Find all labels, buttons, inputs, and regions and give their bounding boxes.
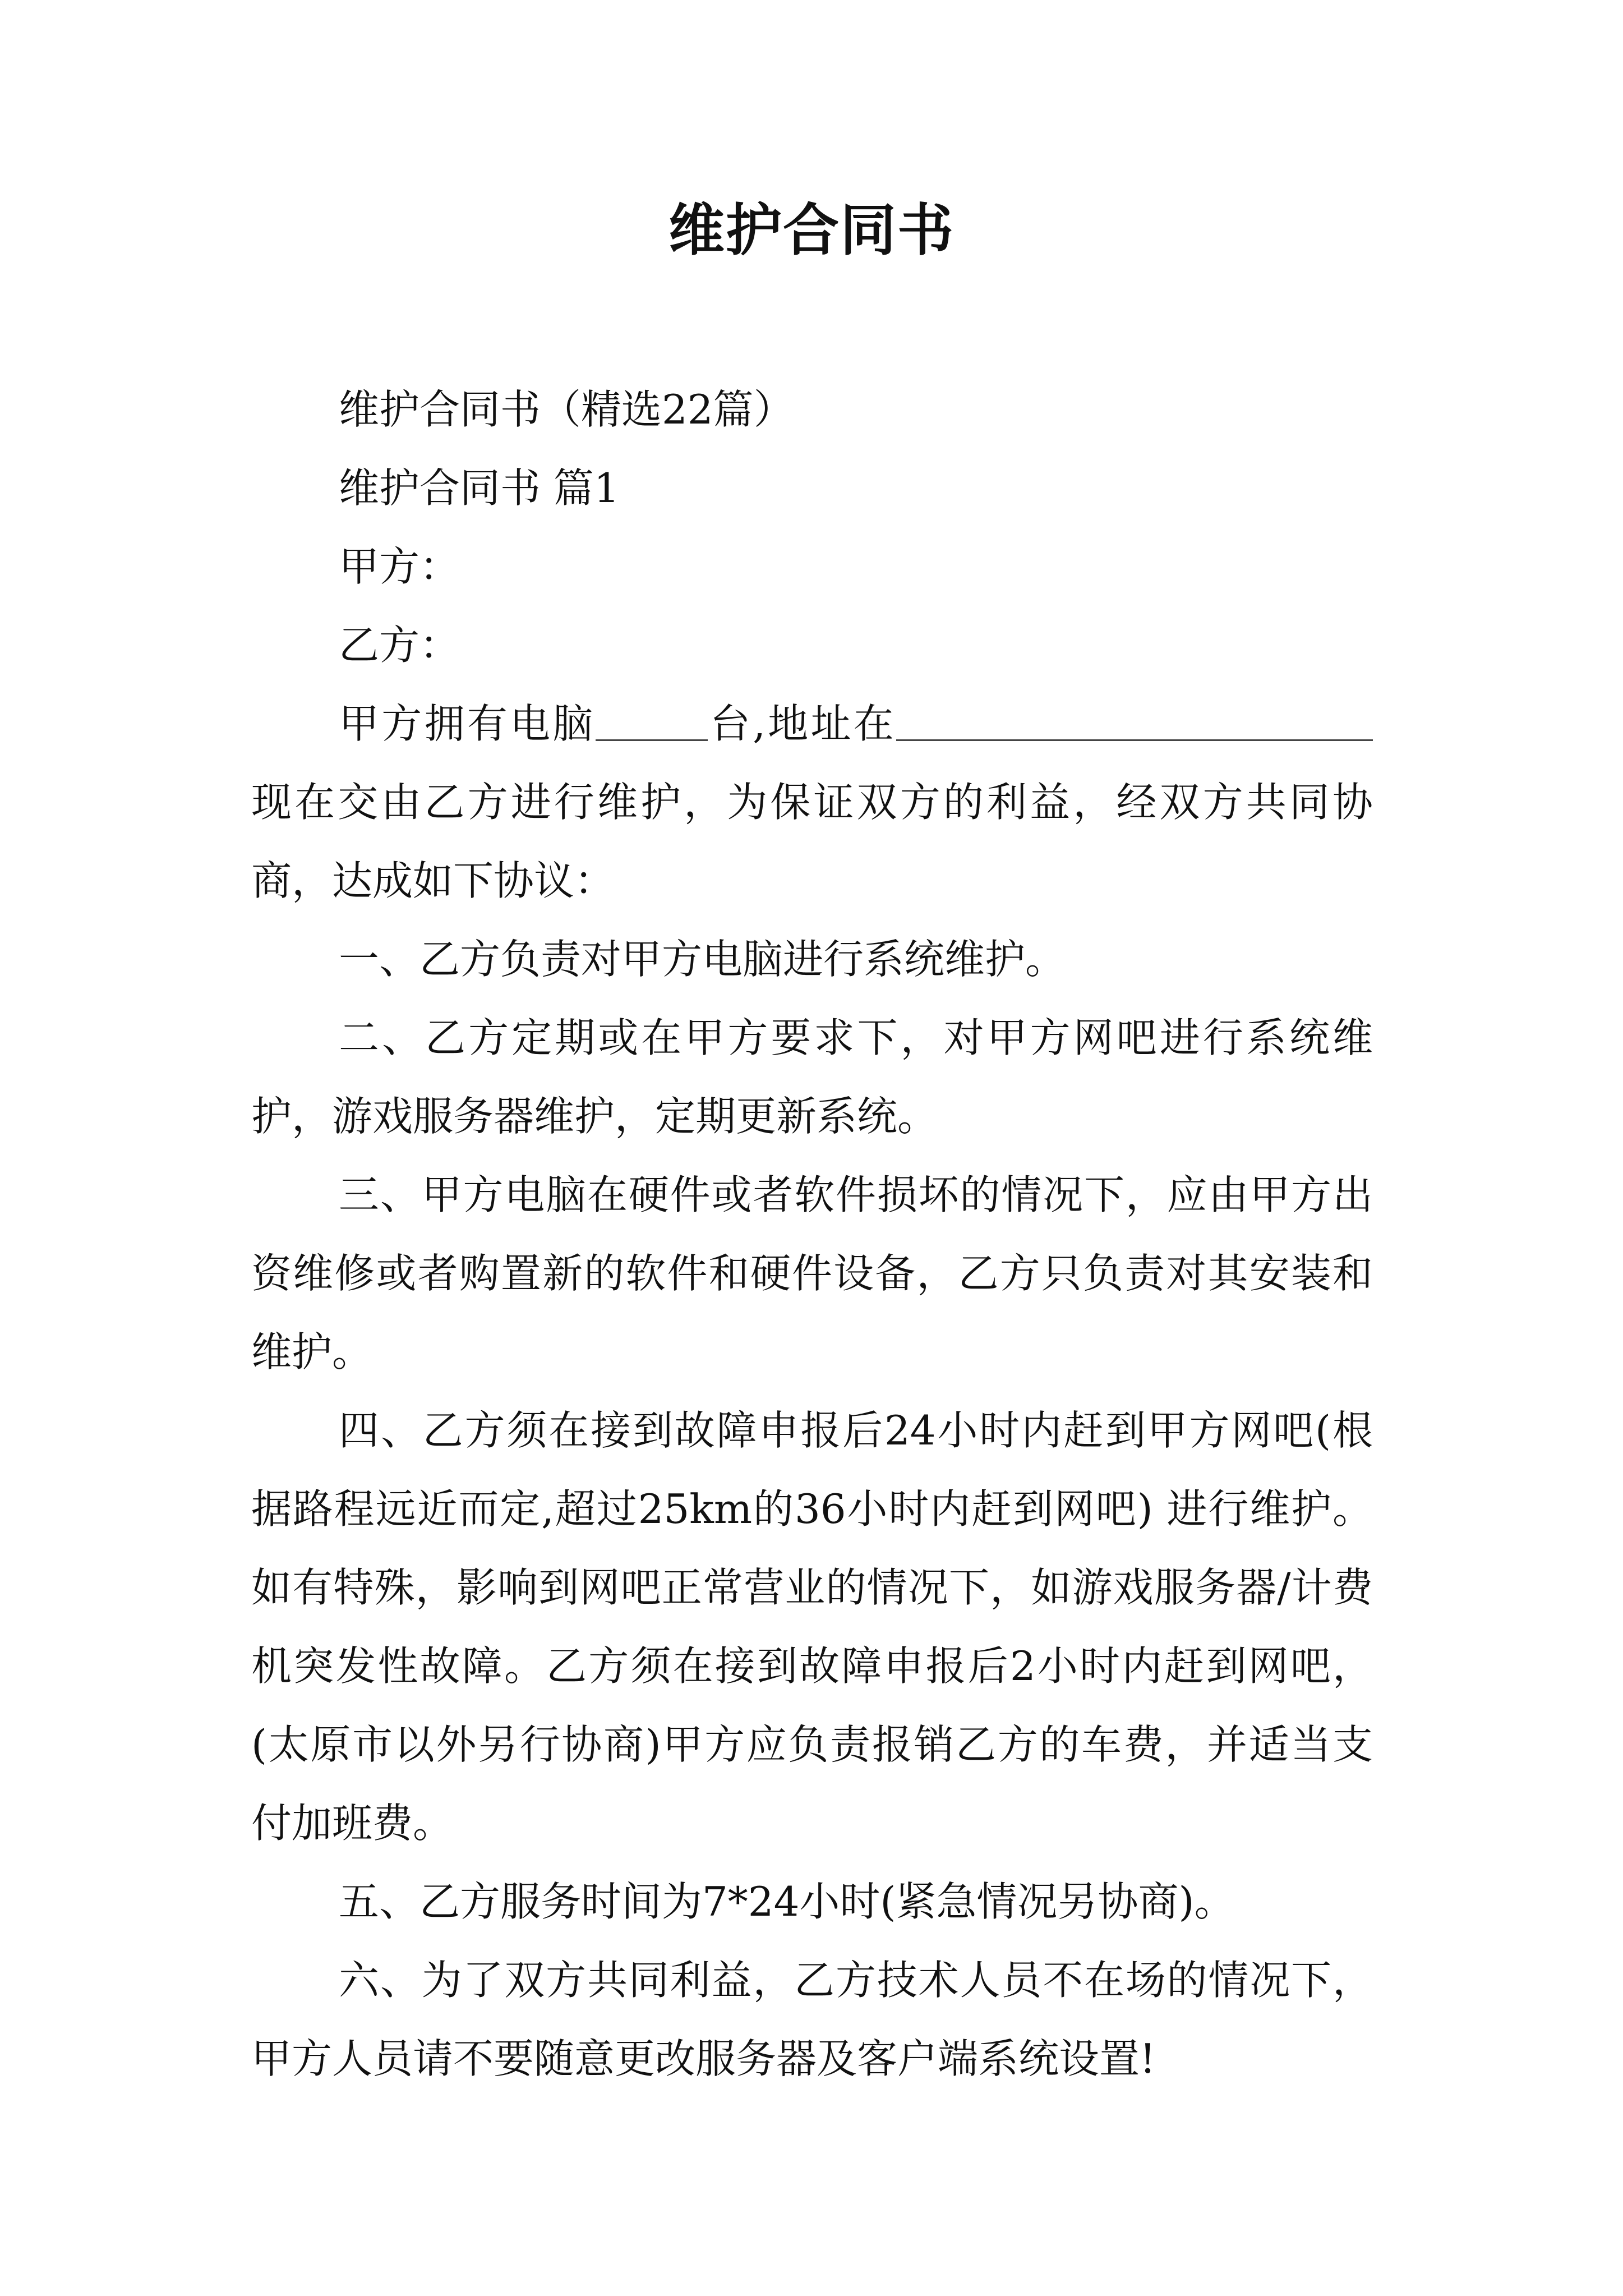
computer-clause-part3: 现在交由乙方进行维护，为保证双方的利益，经双方共同协商，达成如下协议：: [251, 779, 1373, 904]
address-blank: [896, 706, 1373, 741]
clause-2: 二、乙方定期或在甲方要求下，对甲方网吧进行系统维护，游戏服务器维护，定期更新系统。: [251, 1014, 1373, 1140]
clause-4: 四、乙方须在接到故障申报后24小时内赶到甲方网吧(根据路程远近而定,超过25km的36小时内赶到网吧) 进行维护。如有特殊，影响到网吧正常营业的情况下，如游戏服务器/计费机突发性故障。乙方须在接到故障申报后2小时内赶到网吧，(太原市以外另行协商)甲方应负责报销乙方的车费，并适当支付加班费。: [251, 1407, 1373, 1847]
section-heading: 维护合同书 篇1: [339, 464, 620, 512]
computer-clause-part1: 甲方拥有电脑: [339, 700, 596, 747]
subtitle: 维护合同书（精选22篇）: [339, 386, 794, 433]
document-title: 维护合同书: [668, 197, 955, 263]
clause-1: 一、乙方负责对甲方电脑进行系统维护。: [339, 936, 1066, 983]
clause-6: 六、为了双方共同利益，乙方技术人员不在场的情况下，甲方人员请不要随意更改服务器及客户端系统设置!: [251, 1957, 1373, 2082]
party-a-label: 甲方：: [339, 543, 460, 590]
computer-count-blank: [596, 706, 708, 741]
party-b-label: 乙方：: [339, 622, 460, 669]
document-body: [251, 370, 1373, 2098]
computer-clause-part2: 台,地址在: [707, 700, 896, 747]
computer-clause: [251, 684, 1373, 920]
clause-3: 三、甲方电脑在硬件或者软件损坏的情况下，应由甲方出资维修或者购置新的软件和硬件设备，乙方只负责对其安装和维护。: [251, 1171, 1373, 1375]
clause-5: 五、乙方服务时间为7*24小时(紧急情况另协商)。: [339, 1878, 1235, 1925]
